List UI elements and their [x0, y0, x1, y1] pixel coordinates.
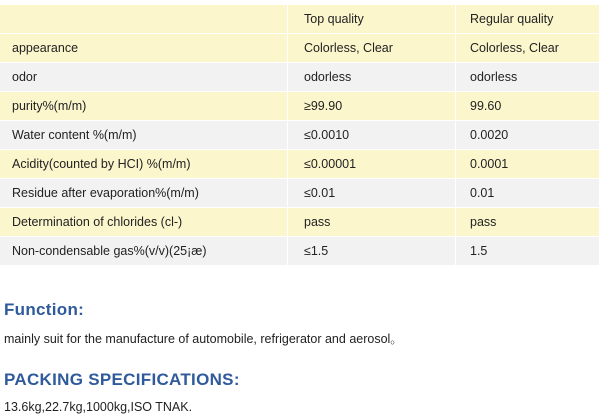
- top-quality-cell: ≤1.5: [288, 237, 456, 266]
- top-quality-cell: Colorless, Clear: [288, 34, 456, 63]
- property-cell: Acidity(counted by HCI) %(m/m): [0, 150, 288, 179]
- top-quality-cell: ≤0.01: [288, 179, 456, 208]
- table-row: [0, 179, 600, 208]
- regular-quality-cell: pass: [456, 208, 600, 237]
- header-blank-cell: [0, 5, 288, 34]
- regular-quality-cell: 99.60: [456, 92, 600, 121]
- property-cell: Non-condensable gas%(v/v)(25¡æ): [0, 237, 288, 266]
- property-cell: purity%(m/m): [0, 92, 288, 121]
- property-cell: appearance: [0, 34, 288, 63]
- regular-quality-cell: 0.01: [456, 179, 600, 208]
- top-quality-cell: odorless: [288, 63, 456, 92]
- packing-text: 13.6kg,22.7kg,1000kg,ISO TNAK.: [4, 400, 193, 414]
- top-quality-cell: ≤0.0010: [288, 121, 456, 150]
- property-cell: Determination of chlorides (cl-): [0, 208, 288, 237]
- top-quality-cell: ≥99.90: [288, 92, 456, 121]
- table-row: [0, 208, 600, 237]
- property-cell: Water content %(m/m): [0, 121, 288, 150]
- top-quality-cell: pass: [288, 208, 456, 237]
- table-row: [0, 92, 600, 121]
- function-text: mainly suit for the manufacture of automobile, refrigerator and aerosol。: [4, 332, 403, 346]
- property-cell: Residue after evaporation%(m/m): [0, 179, 288, 208]
- regular-quality-cell: Colorless, Clear: [456, 34, 600, 63]
- regular-quality-cell: 1.5: [456, 237, 600, 266]
- header-regular-quality: Regular quality: [456, 5, 600, 34]
- spec-table: [0, 5, 600, 266]
- table-row: [0, 150, 600, 179]
- regular-quality-cell: 0.0020: [456, 121, 600, 150]
- function-heading: Function:: [4, 300, 85, 319]
- table-row: [0, 237, 600, 266]
- table-header-row: [0, 5, 600, 34]
- property-cell: odor: [0, 63, 288, 92]
- table-row: [0, 121, 600, 150]
- regular-quality-cell: odorless: [456, 63, 600, 92]
- regular-quality-cell: 0.0001: [456, 150, 600, 179]
- table-row: [0, 34, 600, 63]
- top-quality-cell: ≤0.00001: [288, 150, 456, 179]
- header-top-quality: Top quality: [288, 5, 456, 34]
- packing-heading: PACKING SPECIFICATIONS:: [4, 370, 240, 389]
- table-row: [0, 63, 600, 92]
